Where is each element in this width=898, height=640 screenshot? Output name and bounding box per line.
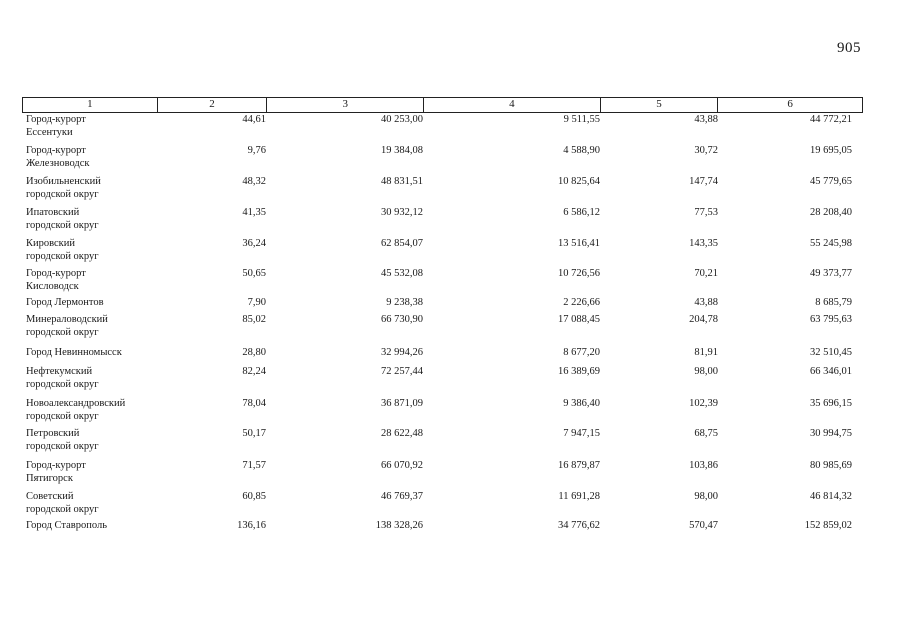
municipality-name — [26, 428, 156, 453]
column-header-4: 4 — [424, 98, 601, 112]
column-header-1: 1 — [23, 98, 158, 112]
value-cell-col-4: 11 691,28 — [558, 491, 600, 502]
table-row — [22, 398, 863, 428]
value-cell-col-2: 60,85 — [242, 491, 266, 502]
value-cell-col-6: 35 696,15 — [810, 398, 852, 409]
value-cell-col-6: 80 985,69 — [810, 460, 852, 471]
value-cell-col-2: 48,32 — [242, 176, 266, 187]
value-cell-col-2: 50,17 — [242, 428, 266, 439]
municipality-name-line: Город-курорт — [26, 460, 86, 471]
municipality-name — [26, 114, 156, 139]
municipality-name-line: Кировский — [26, 238, 76, 249]
value-cell-col-5: 98,00 — [694, 366, 718, 377]
value-cell-col-6: 63 795,63 — [810, 314, 852, 325]
value-cell-col-6: 8 685,79 — [815, 297, 852, 308]
column-header-2: 2 — [158, 98, 268, 112]
value-cell-col-2: 85,02 — [242, 314, 266, 325]
value-cell-col-5: 68,75 — [694, 428, 718, 439]
municipality-name — [26, 491, 156, 516]
table-row — [22, 145, 863, 175]
value-cell-col-2: 71,57 — [242, 460, 266, 471]
table-row — [22, 520, 863, 550]
table-row — [22, 238, 863, 268]
value-cell-col-6: 28 208,40 — [810, 207, 852, 218]
value-cell-col-5: 143,35 — [689, 238, 718, 249]
municipality-name-line: Город Лермонтов — [26, 297, 104, 308]
value-cell-col-5: 43,88 — [694, 114, 718, 125]
value-cell-col-3: 19 384,08 — [381, 145, 423, 156]
municipality-name-line: Город-курорт — [26, 268, 86, 279]
municipality-name-line: Изобильненский — [26, 176, 101, 187]
municipality-name — [26, 460, 156, 485]
value-cell-col-3: 45 532,08 — [381, 268, 423, 279]
municipality-name — [26, 268, 156, 293]
table-row — [22, 428, 863, 458]
municipality-name — [26, 145, 156, 170]
value-cell-col-5: 102,39 — [689, 398, 718, 409]
value-cell-col-3: 9 238,38 — [386, 297, 423, 308]
value-cell-col-4: 10 825,64 — [558, 176, 600, 187]
value-cell-col-6: 45 779,65 — [810, 176, 852, 187]
value-cell-col-3: 32 994,26 — [381, 347, 423, 358]
value-cell-col-4: 8 677,20 — [563, 347, 600, 358]
value-cell-col-2: 50,65 — [242, 268, 266, 279]
column-header-6: 6 — [787, 98, 793, 110]
value-cell-col-4: 16 879,87 — [558, 460, 600, 471]
table-row — [22, 268, 863, 298]
table-row — [22, 176, 863, 206]
value-cell-col-6: 19 695,05 — [810, 145, 852, 156]
municipality-name — [26, 314, 156, 339]
value-cell-col-3: 66 070,92 — [381, 460, 423, 471]
value-cell-col-5: 77,53 — [694, 207, 718, 218]
municipality-name-line: Минераловодский — [26, 314, 108, 325]
value-cell-col-2: 41,35 — [242, 207, 266, 218]
value-cell-col-6: 30 994,75 — [810, 428, 852, 439]
table-row — [22, 114, 863, 144]
value-cell-col-4: 13 516,41 — [558, 238, 600, 249]
table-row — [22, 491, 863, 521]
municipality-name-line: Пятигорск — [26, 472, 73, 484]
value-cell-col-2: 78,04 — [242, 398, 266, 409]
value-cell-col-3: 72 257,44 — [381, 366, 423, 377]
value-cell-col-4: 34 776,62 — [558, 520, 600, 531]
municipality-name — [26, 520, 156, 533]
municipality-name-line: городской округ — [26, 219, 99, 231]
value-cell-col-6: 44 772,21 — [810, 114, 852, 125]
value-cell-col-3: 48 831,51 — [381, 176, 423, 187]
municipality-name-line: городской округ — [26, 378, 99, 390]
municipality-name — [26, 366, 156, 391]
value-cell-col-4: 9 386,40 — [563, 398, 600, 409]
value-cell-col-6: 46 814,32 — [810, 491, 852, 502]
value-cell-col-3: 40 253,00 — [381, 114, 423, 125]
value-cell-col-3: 36 871,09 — [381, 398, 423, 409]
value-cell-col-4: 16 389,69 — [558, 366, 600, 377]
table-row — [22, 207, 863, 237]
municipality-name-line: городской округ — [26, 326, 99, 338]
municipality-name-line: Новоалександровский — [26, 398, 126, 409]
municipality-name-line: городской округ — [26, 440, 99, 452]
value-cell-col-2: 82,24 — [242, 366, 266, 377]
value-cell-col-6: 66 346,01 — [810, 366, 852, 377]
table-header — [22, 97, 863, 113]
value-cell-col-6: 55 245,98 — [810, 238, 852, 249]
value-cell-col-4: 2 226,66 — [563, 297, 600, 308]
table-row — [22, 366, 863, 396]
municipality-name-line: Город-курорт — [26, 114, 86, 125]
value-cell-col-3: 46 769,37 — [381, 491, 423, 502]
value-cell-col-3: 138 328,26 — [375, 520, 423, 531]
municipality-name — [26, 398, 156, 423]
column-header-5: 5 — [601, 98, 719, 112]
municipality-name — [26, 238, 156, 263]
value-cell-col-2: 44,61 — [242, 114, 266, 125]
municipality-name-line: Нефтекумский — [26, 366, 93, 377]
value-cell-col-3: 66 730,90 — [381, 314, 423, 325]
table-row — [22, 314, 863, 344]
municipality-name-line: городской округ — [26, 250, 99, 262]
value-cell-col-5: 98,00 — [694, 491, 718, 502]
value-cell-col-3: 62 854,07 — [381, 238, 423, 249]
value-cell-col-5: 103,86 — [689, 460, 718, 471]
column-header-3: 3 — [267, 98, 424, 112]
value-cell-col-5: 30,72 — [694, 145, 718, 156]
value-cell-col-5: 204,78 — [689, 314, 718, 325]
page-number: 905 — [837, 40, 861, 56]
municipality-name-line: Ессентуки — [26, 126, 73, 138]
value-cell-col-3: 28 622,48 — [381, 428, 423, 439]
value-cell-col-5: 70,21 — [694, 268, 718, 279]
value-cell-col-5: 570,47 — [689, 520, 718, 531]
municipality-name — [26, 347, 156, 360]
municipality-name-line: Советский — [26, 491, 74, 502]
value-cell-col-2: 9,76 — [247, 145, 266, 156]
municipality-name-line: Город Невинномысск — [26, 347, 122, 358]
municipality-name-line: Петровский — [26, 428, 80, 439]
value-cell-col-5: 147,74 — [689, 176, 718, 187]
value-cell-col-6: 152 859,02 — [804, 520, 852, 531]
table-row — [22, 460, 863, 490]
value-cell-col-2: 36,24 — [242, 238, 266, 249]
value-cell-col-3: 30 932,12 — [381, 207, 423, 218]
municipality-name-line: Кисловодск — [26, 280, 79, 292]
municipality-name-line: городской округ — [26, 410, 99, 422]
value-cell-col-2: 136,16 — [237, 520, 266, 531]
value-cell-col-2: 28,80 — [242, 347, 266, 358]
municipality-name-line: Ипатовский — [26, 207, 80, 218]
value-cell-col-5: 81,91 — [694, 347, 718, 358]
value-cell-col-6: 49 373,77 — [810, 268, 852, 279]
municipality-name-line: Железноводск — [26, 157, 90, 169]
value-cell-col-4: 10 726,56 — [558, 268, 600, 279]
value-cell-col-6: 32 510,45 — [810, 347, 852, 358]
municipality-name — [26, 176, 156, 201]
municipality-name — [26, 297, 156, 310]
municipality-name — [26, 207, 156, 232]
value-cell-col-4: 17 088,45 — [558, 314, 600, 325]
value-cell-col-4: 7 947,15 — [563, 428, 600, 439]
value-cell-col-4: 6 586,12 — [563, 207, 600, 218]
municipality-name-line: Город-курорт — [26, 145, 86, 156]
municipality-name-line: Город Ставрополь — [26, 520, 108, 531]
value-cell-col-2: 7,90 — [247, 297, 266, 308]
municipality-name-line: городской округ — [26, 188, 99, 200]
value-cell-col-4: 9 511,55 — [563, 114, 600, 125]
value-cell-col-4: 4 588,90 — [563, 145, 600, 156]
value-cell-col-5: 43,88 — [694, 297, 718, 308]
municipality-name-line: городской округ — [26, 503, 99, 515]
